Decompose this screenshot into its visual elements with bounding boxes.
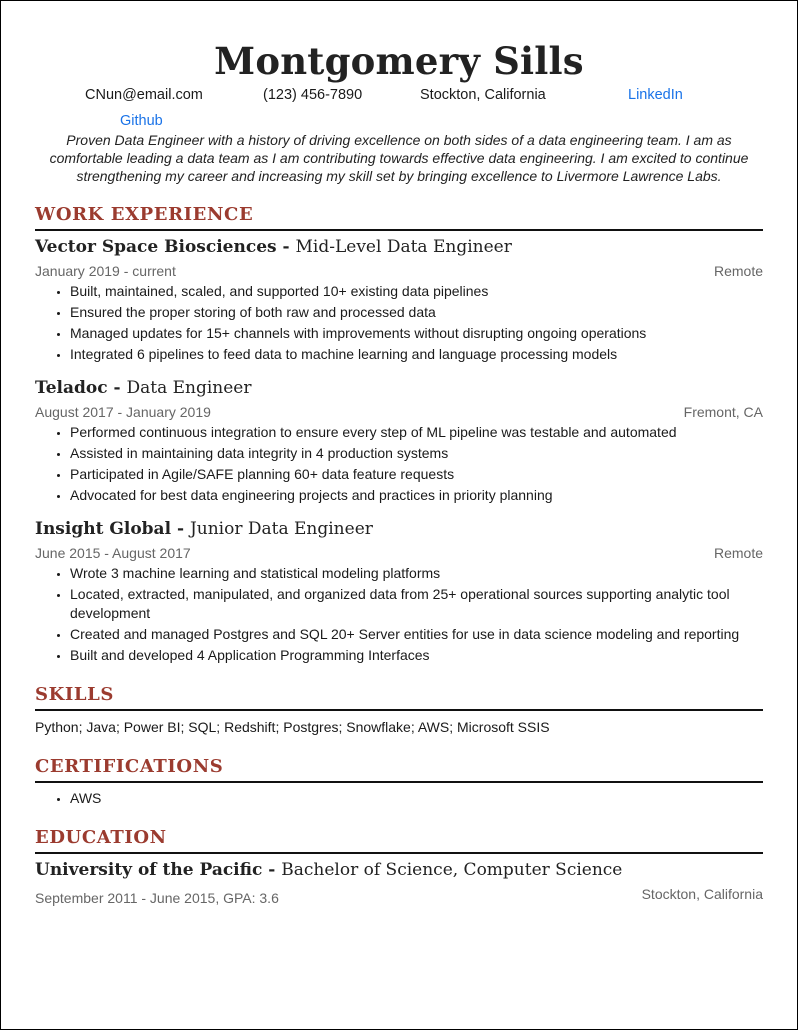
location-text: Stockton, California — [420, 87, 546, 103]
bullet-item: • Performed continuous integration to ensure every step of ML pipeline was testable and automated — [70, 423, 763, 442]
education-heading: EDUCATION — [35, 826, 763, 854]
company-name: Insight Global — [35, 519, 172, 539]
job-bullets — [35, 282, 763, 364]
certifications-list — [35, 789, 763, 808]
company-name: Teladoc — [35, 378, 108, 398]
candidate-name: Montgomery Sills — [214, 39, 584, 83]
job-dates: June 2015 - August 2017 — [35, 545, 191, 561]
job-bullets — [35, 564, 763, 665]
job-role: Junior Data Engineer — [189, 519, 373, 539]
summary-text: Proven Data Engineer with a history of driving excellence on both sides of a data engineering team. I am as comfortable leading a data team as I am contributing towards effective data engineering. I am excited to continue strengthening my career and increasing my skill set by bringing excellence to Livermore Lawrence Labs. — [49, 132, 749, 184]
skills-list: Python; Java; Power BI; SQL; Redshift; Postgres; Snowflake; AWS; Microsoft SSIS — [35, 719, 550, 735]
degree-text: Bachelor of Science, Computer Science — [281, 860, 623, 880]
job-header: Vector Space Biosciences - Mid-Level Data Engineer — [35, 237, 512, 257]
job-bullets — [35, 423, 763, 505]
company-name: Vector Space Biosciences — [35, 237, 277, 257]
job-meta — [35, 543, 763, 563]
bullet-item: • Integrated 6 pipelines to feed data to machine learning and language processing models — [70, 345, 763, 364]
job-dates: January 2019 - current — [35, 263, 176, 279]
job-location: Remote — [713, 263, 763, 279]
education-meta — [35, 884, 763, 908]
bullet-item: • Located, extracted, manipulated, and organized data from 25+ operational sources supporting analytic tool development — [70, 585, 763, 623]
linkedin-link[interactable]: LinkedIn — [628, 87, 683, 103]
job-entry — [35, 517, 763, 665]
bullet-item: • Built, maintained, scaled, and supported 10+ existing data pipelines — [70, 282, 763, 301]
bullet-item: • Ensured the proper storing of both raw and processed data — [70, 303, 763, 322]
education-gpa: GPA: 3.6 — [223, 890, 279, 906]
education-dates-gpa: September 2011 - June 2015, GPA: 3.6 — [35, 890, 279, 906]
job-entry — [35, 376, 763, 505]
job-meta — [35, 402, 763, 422]
bullet-item: • Created and managed Postgres and SQL 20+ Server entities for use in data science modeling and reporting — [70, 625, 763, 644]
bullet-item: • Managed updates for 15+ channels with improvements without disrupting ongoing operations — [70, 324, 763, 343]
phone-text: (123) 456-7890 — [263, 87, 363, 103]
skills-heading: SKILLS — [35, 683, 763, 711]
education-location: Stockton, California — [641, 886, 763, 902]
job-header: Insight Global - Junior Data Engineer — [35, 519, 373, 539]
job-meta — [35, 261, 763, 281]
job-location: Remote — [713, 545, 763, 561]
github-link[interactable]: Github — [120, 113, 163, 129]
school-name: University of the Pacific — [35, 860, 263, 880]
education-dates: September 2011 - June 2015 — [35, 890, 216, 906]
job-role: Data Engineer — [126, 378, 252, 398]
contact-info — [35, 87, 763, 139]
bullet-item: • Assisted in maintaining data integrity in 4 production systems — [70, 444, 763, 463]
bullet-item: • Built and developed 4 Application Programming Interfaces — [70, 646, 763, 665]
job-dates: August 2017 - January 2019 — [35, 404, 211, 420]
education-header: University of the Pacific - Bachelor of Science, Computer Science — [35, 860, 623, 880]
job-header: Teladoc - Data Engineer — [35, 378, 252, 398]
job-role: Mid-Level Data Engineer — [295, 237, 512, 257]
bullet-item: • Participated in Agile/SAFE planning 60+ data feature requests — [70, 465, 763, 484]
email-text: CNun@email.com — [85, 87, 203, 103]
job-entry — [35, 235, 763, 364]
work-experience-heading: WORK EXPERIENCE — [35, 203, 763, 231]
bullet-item: • Wrote 3 machine learning and statistical modeling platforms — [70, 564, 763, 583]
certification-item: • AWS — [70, 789, 763, 808]
job-location: Fremont, CA — [683, 404, 763, 420]
certifications-heading: CERTIFICATIONS — [35, 755, 763, 783]
bullet-item: • Advocated for best data engineering projects and practices in priority planning — [70, 486, 763, 505]
